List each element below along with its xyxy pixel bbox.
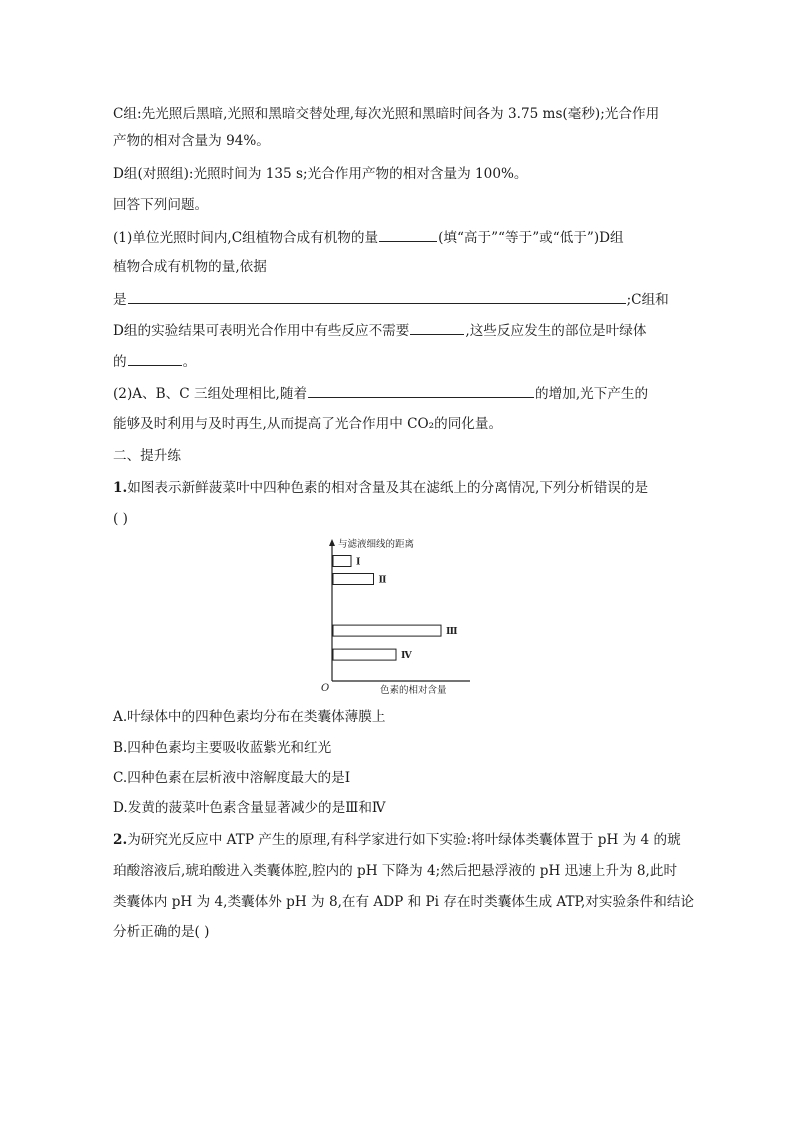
- q1-text-d: ;C组和: [626, 292, 669, 308]
- q1-line4: [113, 320, 683, 341]
- group-c-line1: C组:先光照后黑暗,光照和黑暗交替处理,每次光照和黑暗时间各为 3.75 ms(毫秒);光合作用: [113, 106, 660, 122]
- question-number: 1.: [113, 480, 128, 496]
- q2-text-b: 的增加,光下产生的: [535, 386, 649, 402]
- q1-line1: [113, 227, 683, 248]
- q1-line2: 植物合成有机物的量,依据: [113, 259, 267, 275]
- pigment-bar-chart: [318, 531, 478, 697]
- bar-1: [333, 556, 351, 567]
- question1-stem: [113, 478, 683, 498]
- y-axis-label: 与滤液细线的距离: [338, 539, 415, 550]
- section-title: 二、提升练: [113, 448, 181, 464]
- group-d-line1: D组(对照组):光照时间为 135 s;光合作用产物的相对含量为 100%。: [113, 166, 528, 182]
- question1-paren: ( ): [113, 511, 128, 527]
- x-axis-label: 色素的相对含量: [380, 685, 447, 696]
- answer-blank[interactable]: [308, 383, 534, 398]
- question2-line3: 类囊体内 pH 为 4,类囊体外 pH 为 8,在有 ADP 和 Pi 存在时类囊体生成 ATP,对实验条件和结论: [113, 894, 695, 910]
- option-d[interactable]: D.发黄的菠菜叶色素含量显著减少的是Ⅲ和Ⅳ: [113, 800, 386, 816]
- option-a[interactable]: A.叶绿体中的四种色素均分布在类囊体薄膜上: [113, 709, 386, 725]
- group-c-line2: 产物的相对含量为 94%。: [113, 133, 270, 149]
- answer-blank[interactable]: [128, 289, 626, 304]
- question2-line2: 珀酸溶液后,琥珀酸进入类囊体腔,腔内的 pH 下降为 4;然后把悬浮液的 pH 迅速上升为 8,此时: [113, 863, 678, 879]
- origin-label: O: [321, 683, 330, 694]
- bar-4: [333, 649, 396, 660]
- q1-text-g: 的: [113, 354, 127, 370]
- option-c[interactable]: C.四种色素在层析液中溶解度最大的是Ⅰ: [113, 770, 351, 786]
- bar-label-1: Ⅰ: [356, 556, 361, 568]
- bar-3: [333, 625, 441, 636]
- bar-label-4: Ⅳ: [401, 650, 412, 662]
- q2-line1: [113, 383, 683, 404]
- q1-text-c: 是: [113, 292, 127, 308]
- y-axis-arrow: [329, 539, 335, 546]
- option-b[interactable]: B.四种色素均主要吸收蓝紫光和红光: [113, 740, 332, 756]
- q1-text-e: D组的实验结果可表明光合作用中有些反应不需要: [113, 323, 410, 339]
- q1-text-b: (填“高于”“等于”或“低于”)D组: [438, 230, 624, 246]
- pigment-chart: [318, 531, 478, 697]
- answer-blank[interactable]: [410, 320, 464, 335]
- bar-2: [333, 574, 374, 585]
- q1-line5: [113, 351, 683, 372]
- question-text: 如图表示新鲜菠菜叶中四种色素的相对含量及其在滤纸上的分离情况,下列分析错误的是: [127, 480, 649, 496]
- q1-text-f: ,这些反应发生的部位是叶绿体: [465, 323, 647, 339]
- q2-text-a: (2)A、B、C 三组处理相比,随着: [113, 386, 308, 402]
- answer-prompt: 回答下列问题。: [113, 197, 209, 213]
- bar-label-2: Ⅱ: [378, 574, 387, 586]
- bar-label-3: Ⅲ: [446, 626, 458, 638]
- q1-text-h: 。: [182, 354, 197, 370]
- q1-line3: [113, 289, 683, 310]
- answer-blank[interactable]: [128, 351, 182, 366]
- q2-line2: 能够及时利用与及时再生,从而提高了光合作用中 CO₂的同化量。: [113, 416, 503, 432]
- question-text: 为研究光反应中 ATP 产生的原理,有科学家进行如下实验:将叶绿体类囊体置于 pH 为 4 的琥: [127, 832, 681, 848]
- question-number: 2.: [113, 832, 128, 848]
- q1-text-a: (1)单位光照时间内,C组植物合成有机物的量: [113, 230, 379, 246]
- question2-line1: [113, 830, 683, 850]
- question2-line4: 分析正确的是( ): [113, 924, 210, 940]
- answer-blank[interactable]: [379, 227, 437, 242]
